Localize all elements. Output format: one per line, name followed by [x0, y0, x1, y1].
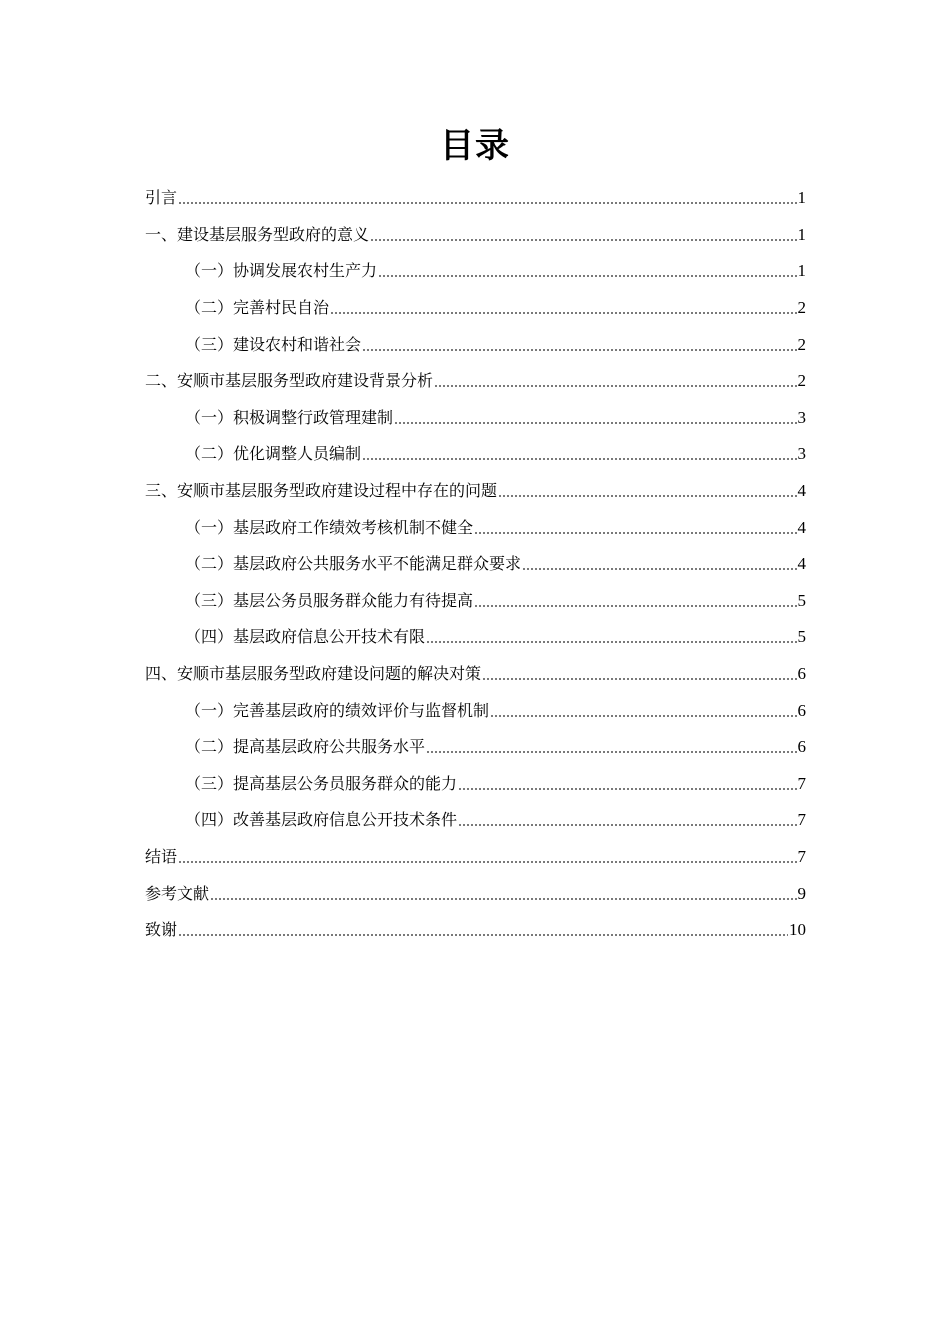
toc-entry-text: 参考文献	[145, 883, 210, 903]
toc-dot-leader	[474, 591, 796, 611]
toc-entry-text: （三）提高基层公务员服务群众的能力	[185, 773, 458, 793]
toc-entry-text: （二）完善村民自治	[185, 298, 330, 318]
toc-entry-section-3-2[interactable]	[145, 546, 806, 583]
toc-dot-leader	[370, 225, 796, 245]
toc-entry-section-3-1[interactable]	[145, 509, 806, 546]
toc-entry-chapter-2[interactable]	[145, 363, 806, 400]
toc-dot-leader	[458, 810, 796, 830]
toc-entry-text: 引言	[145, 188, 178, 208]
toc-page-number: 4	[797, 517, 806, 537]
toc-entry-text: （四）改善基层政府信息公开技术条件	[185, 810, 458, 830]
toc-entry-section-4-4[interactable]	[145, 802, 806, 839]
toc-entry-text: （二）基层政府公共服务水平不能满足群众要求	[185, 554, 522, 574]
toc-dot-leader	[434, 371, 796, 391]
toc-dot-leader	[178, 920, 788, 940]
toc-page-number: 1	[797, 261, 806, 281]
toc-entry-section-4-3[interactable]	[145, 766, 806, 803]
toc-dot-leader	[330, 298, 796, 318]
toc-entry-chapter-1[interactable]	[145, 217, 806, 254]
toc-entry-text: （三）基层公务员服务群众能力有待提高	[185, 590, 474, 610]
toc-page-number: 3	[797, 444, 806, 464]
toc-dot-leader	[426, 737, 796, 757]
toc-page-number: 1	[797, 224, 806, 244]
toc-page-number: 6	[797, 664, 806, 684]
toc-entry-text: 二、安顺市基层服务型政府建设背景分析	[145, 371, 434, 391]
toc-page-number: 6	[797, 737, 806, 757]
toc-entry-section-4-2[interactable]	[145, 729, 806, 766]
toc-dot-leader	[210, 884, 796, 904]
toc-entry-section-3-3[interactable]	[145, 583, 806, 620]
toc-page-number: 4	[797, 481, 806, 501]
toc-dot-leader	[498, 481, 796, 501]
toc-entry-section-2-2[interactable]	[145, 436, 806, 473]
toc-page-number: 5	[797, 627, 806, 647]
toc-page-number: 3	[797, 407, 806, 427]
toc-page-number: 7	[797, 773, 806, 793]
toc-page-number: 10	[789, 920, 806, 940]
toc-page-number: 6	[797, 700, 806, 720]
toc-entry-text: （四）基层政府信息公开技术有限	[185, 627, 426, 647]
toc-entry-references[interactable]	[145, 875, 806, 912]
toc-entry-text: 致谢	[145, 920, 178, 940]
toc-page-number: 7	[797, 810, 806, 830]
toc-entry-text: （一）基层政府工作绩效考核机制不健全	[185, 517, 474, 537]
toc-dot-leader	[378, 261, 796, 281]
toc-dot-leader	[362, 444, 796, 464]
toc-entry-section-2-1[interactable]	[145, 400, 806, 437]
toc-entry-text: （三）建设农村和谐社会	[185, 334, 362, 354]
toc-entry-text: （一）协调发展农村生产力	[185, 261, 378, 281]
toc-entry-text: 四、安顺市基层服务型政府建设问题的解决对策	[145, 664, 482, 684]
toc-dot-leader	[178, 188, 796, 208]
toc-page-number: 4	[797, 554, 806, 574]
toc-page-number: 9	[797, 883, 806, 903]
toc-page-number: 7	[797, 846, 806, 866]
toc-entry-acknowledgements[interactable]	[145, 912, 806, 949]
toc-dot-leader	[426, 627, 796, 647]
toc-dot-leader	[458, 774, 796, 794]
toc-entry-conclusion[interactable]	[145, 839, 806, 876]
toc-page-number: 2	[797, 298, 806, 318]
toc-entry-text: 结语	[145, 846, 178, 866]
toc-dot-leader	[482, 664, 796, 684]
toc-entry-text: 三、安顺市基层服务型政府建设过程中存在的问题	[145, 481, 498, 501]
toc-entry-text: （一）完善基层政府的绩效评价与监督机制	[185, 700, 490, 720]
toc-dot-leader	[522, 554, 796, 574]
toc-page-number: 1	[797, 188, 806, 208]
toc-entry-chapter-4[interactable]	[145, 656, 806, 693]
toc-entry-chapter-3[interactable]	[145, 473, 806, 510]
toc-dot-leader	[474, 518, 796, 538]
toc-entry-section-1-2[interactable]	[145, 290, 806, 327]
toc-dot-leader	[394, 408, 796, 428]
toc-page-number: 5	[797, 590, 806, 610]
page-title: 目录	[440, 126, 510, 166]
toc-entry-section-1-3[interactable]	[145, 326, 806, 363]
toc-dot-leader	[362, 335, 796, 355]
toc-page-number: 2	[797, 334, 806, 354]
toc-entry-text: 一、建设基层服务型政府的意义	[145, 224, 370, 244]
table-of-contents	[145, 180, 806, 948]
toc-entry-text: （二）提高基层政府公共服务水平	[185, 737, 426, 757]
toc-entry-section-1-1[interactable]	[145, 253, 806, 290]
toc-dot-leader	[490, 701, 796, 721]
toc-entry-introduction[interactable]	[145, 180, 806, 217]
toc-entry-text: （一）积极调整行政管理建制	[185, 407, 394, 427]
toc-page-number: 2	[797, 371, 806, 391]
toc-entry-text: （二）优化调整人员编制	[185, 444, 362, 464]
toc-entry-section-3-4[interactable]	[145, 619, 806, 656]
toc-dot-leader	[178, 847, 796, 867]
toc-entry-section-4-1[interactable]	[145, 692, 806, 729]
